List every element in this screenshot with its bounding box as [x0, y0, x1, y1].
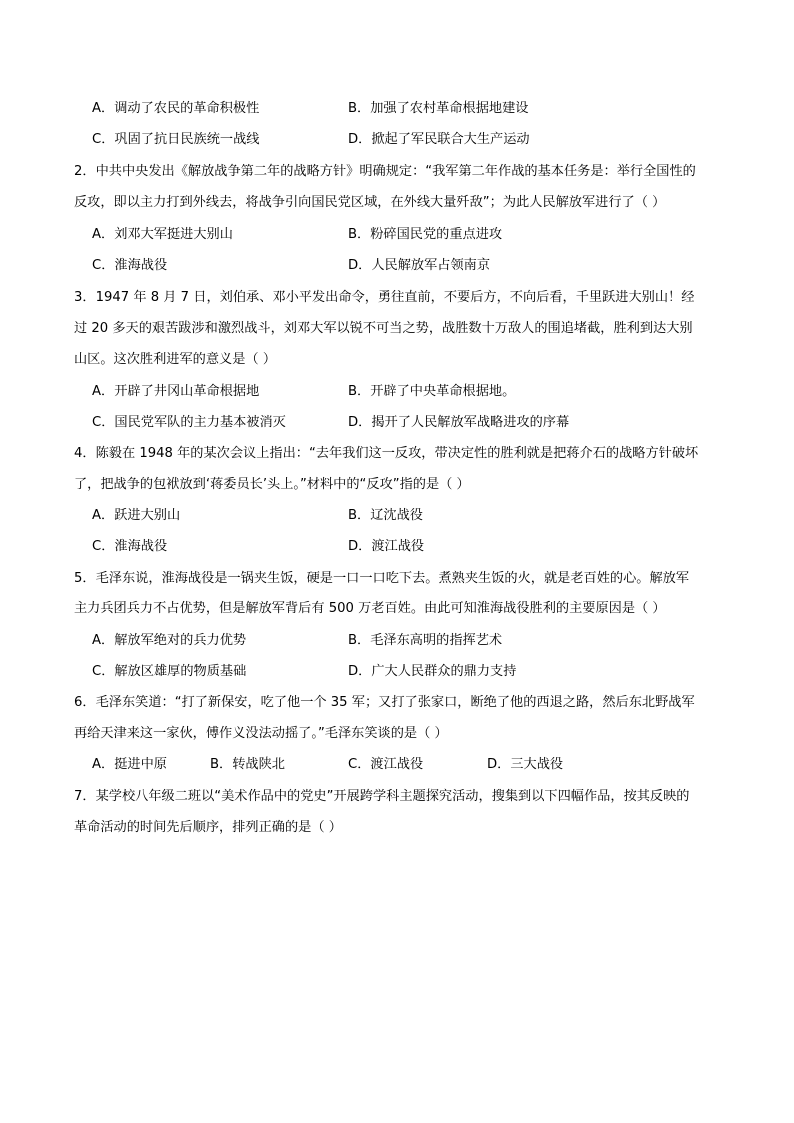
question-4-option-a: A．跃进大别山	[92, 508, 181, 523]
question-4-option-b: B．辽沈战役	[348, 508, 423, 523]
question-5-stem-line-1: 5．毛泽东说，淮海战役是一锅夹生饭，硬是一口一口吃下去。煮熟夹生饭的火，就是老百姓的心。解放军	[74, 571, 690, 586]
question-4-stem-line-2: 了，把战争的包袱放到‘蒋委员长’头上。”材料中的“反攻”指的是（ ）	[74, 477, 470, 492]
question-3-option-d: D．揭开了人民解放军战略进攻的序幕	[348, 415, 570, 430]
question-4-option-c: C．淮海战役	[92, 539, 168, 554]
question-6-option-c: C．渡江战役	[348, 757, 424, 772]
question-5-stem-line-2: 主力兵团兵力不占优势，但是解放军背后有 500 万老百姓。由此可知淮海战役胜利的主要原因是（ ）	[74, 601, 666, 616]
question-5-option-b: B．毛泽东高明的指挥艺术	[348, 633, 503, 648]
option-b: B．加强了农村革命根据地建设	[348, 101, 529, 116]
question-3-option-c: C．国民党军队的主力基本被消灭	[92, 415, 286, 430]
question-4-stem-line-1: 4．陈毅在 1948 年的某次会议上指出：“去年我们这一反攻，带决定性的胜利就是把蒋介石的战略方针破坏	[74, 446, 699, 461]
question-2-option-b: B．粉碎国民党的重点进攻	[348, 227, 503, 242]
option-d: D．掀起了军民联合大生产运动	[348, 132, 530, 147]
question-6-stem-line-1: 6．毛泽东笑道：“打了新保安，吃了他一个 35 军；又打了张家口，断绝了他的西退之路，然后东北野战军	[74, 695, 695, 710]
question-2-stem-line-1: 2．中共中央发出《解放战争第二年的战略方针》明确规定：“我军第二年作战的基本任务是：举行全国性的	[74, 164, 696, 179]
question-3-stem-line-2: 过 20 多天的艰苦跋涉和激烈战斗，刘邓大军以锐不可当之势，战胜数十万敌人的围追堵截，胜利到达大别	[74, 321, 693, 336]
question-3-option-a: A．开辟了井冈山革命根据地	[92, 384, 260, 399]
question-3-stem-line-1: 3．1947 年 8 月 7 日，刘伯承、邓小平发出命令，勇往直前，不要后方，不向后看，千里跃进大别山！经	[74, 290, 695, 305]
question-6-stem-line-2: 再给天津来这一家伙，傅作义没法动摇了。”毛泽东笑谈的是（ ）	[74, 726, 448, 741]
option-c: C．巩固了抗日民族统一战线	[92, 132, 260, 147]
question-5-option-a: A．解放军绝对的兵力优势	[92, 633, 247, 648]
question-3-option-b: B．开辟了中央革命根据地。	[348, 384, 516, 399]
question-7-stem-line-1: 7．某学校八年级二班以“美术作品中的党史”开展跨学科主题探究活动，搜集到以下四幅作品，按其反映的	[74, 789, 690, 804]
option-a: A．调动了农民的革命积极性	[92, 101, 260, 116]
question-6-option-d: D．三大战役	[487, 757, 564, 772]
question-5-option-d: D．广大人民群众的鼎力支持	[348, 664, 517, 679]
question-6-option-a: A．挺进中原	[92, 757, 167, 772]
question-2-stem-line-2: 反攻，即以主力打到外线去，将战争引向国民党区域，在外线大量歼敌”；为此人民解放军进行了（ ）	[74, 195, 666, 210]
question-2-option-a: A．刘邓大军挺进大别山	[92, 227, 233, 242]
question-6-option-b: B．转战陕北	[210, 757, 285, 772]
question-5-option-c: C．解放区雄厚的物质基础	[92, 664, 247, 679]
question-2-option-d: D．人民解放军占领南京	[348, 258, 491, 273]
question-2-option-c: C．淮海战役	[92, 258, 168, 273]
question-4-option-d: D．渡江战役	[348, 539, 425, 554]
question-3-stem-line-3: 山区。这次胜利进军的意义是（ ）	[74, 352, 277, 367]
question-7-stem-line-2: 革命活动的时间先后顺序，排列正确的是（ ）	[74, 820, 342, 835]
